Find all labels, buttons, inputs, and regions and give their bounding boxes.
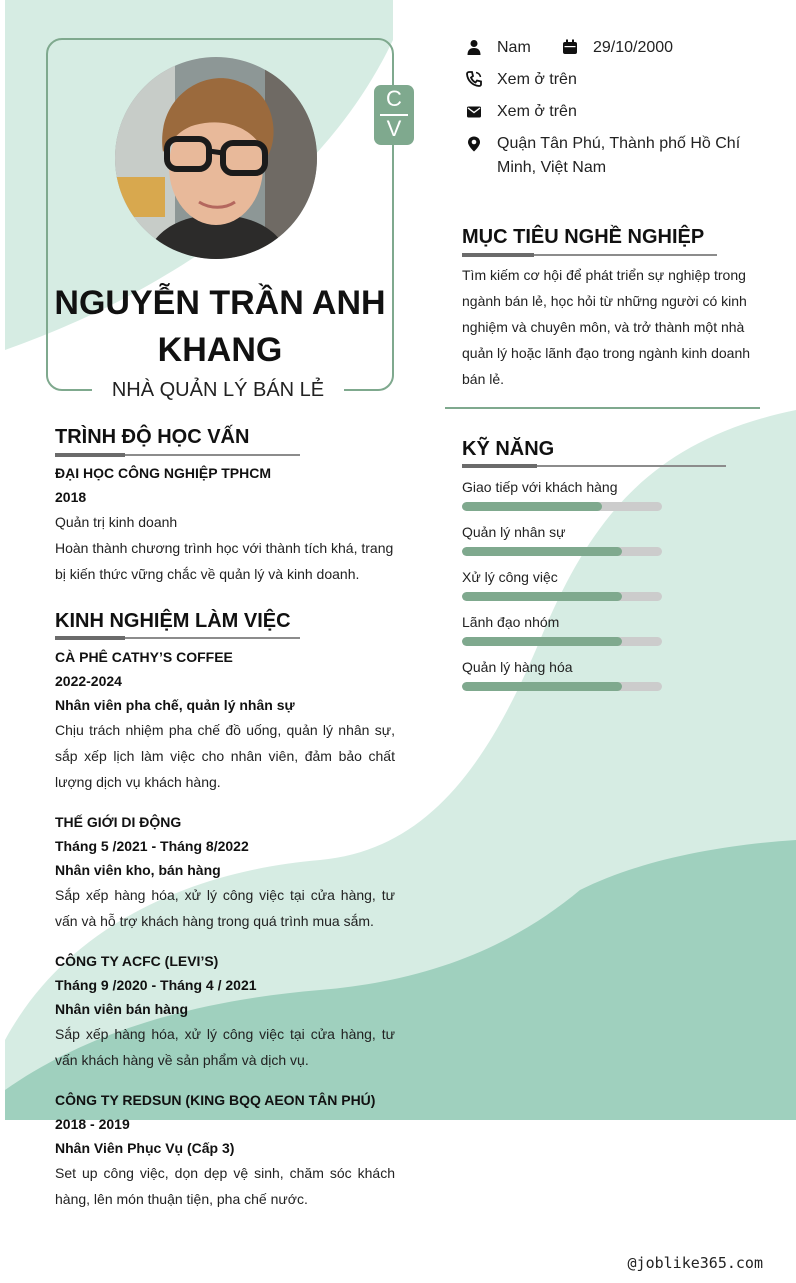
education-major: Quản trị kinh doanh	[55, 514, 178, 530]
job-description: Sắp xếp hàng hóa, xử lý công việc tại cửa hàng, tư vấn và hỗ trợ khách hàng trong quá trình mua sắm.	[55, 887, 395, 929]
job-entry	[55, 1088, 395, 1212]
job-period: 2022-2024	[55, 673, 122, 689]
skill-label: Lãnh đạo nhóm	[462, 614, 560, 630]
skills-underline-accent	[462, 464, 537, 468]
education-year: 2018	[55, 489, 87, 505]
skill-item	[462, 477, 662, 511]
skill-bar-fill	[462, 502, 602, 511]
job-period: Tháng 5 /2021 - Tháng 8/2022	[55, 838, 249, 854]
birthdate-value: 29/10/2000	[593, 39, 674, 56]
job-entry	[55, 645, 395, 795]
experience-underline-accent	[55, 636, 125, 640]
calendar-icon	[562, 39, 578, 55]
skill-item	[462, 612, 662, 646]
skill-bar-fill	[462, 637, 622, 646]
education-underline-accent	[55, 453, 125, 457]
education-school: ĐẠI HỌC CÔNG NGHIỆP TPHCM	[55, 465, 271, 481]
job-entry	[55, 810, 395, 934]
skill-bar-track	[462, 682, 662, 691]
skill-item	[462, 567, 662, 601]
job-description: Sắp xếp hàng hóa, xử lý công việc tại cửa hàng, tư vấn khách hàng về sản phẩm và dịch vụ.	[55, 1026, 395, 1068]
skill-label: Quản lý nhân sự	[462, 524, 566, 540]
job-role: Nhân Viên Phục Vụ (Cấp 3)	[55, 1140, 235, 1156]
skill-bar-track	[462, 502, 662, 511]
skill-bar-fill	[462, 682, 622, 691]
skill-bar-fill	[462, 547, 622, 556]
skill-label: Giao tiếp với khách hàng	[462, 479, 618, 495]
job-company: CÀ PHÊ CATHY’S COFFEE	[55, 649, 233, 665]
job-description: Chịu trách nhiệm pha chế đồ uống, quản lý nhân sự, sắp xếp lịch làm việc cho nhân viên, đảm bảo chất lượng dịch vụ khách hàng.	[55, 722, 395, 790]
skill-bar-track	[462, 637, 662, 646]
email-value: Xem ở trên	[497, 103, 577, 120]
experience-title: KINH NGHIỆM LÀM VIỆC	[55, 610, 291, 632]
job-period: Tháng 9 /2020 - Tháng 4 / 2021	[55, 977, 257, 993]
skill-bar-fill	[462, 592, 622, 601]
job-entry	[55, 949, 395, 1073]
job-role: Nhân viên pha chế, quản lý nhân sự	[55, 697, 295, 713]
skill-item	[462, 522, 662, 556]
phone-icon	[466, 71, 482, 87]
skill-bar-track	[462, 547, 662, 556]
person-icon	[466, 39, 482, 55]
job-description: Set up công việc, dọn dẹp vệ sinh, chăm sóc khách hàng, lên món thuận tiện, pha chế nước.	[55, 1165, 395, 1207]
job-period: 2018 - 2019	[55, 1116, 130, 1132]
job-company: CÔNG TY ACFC (LEVI’S)	[55, 953, 219, 969]
skill-item	[462, 657, 662, 691]
job-role: Nhân viên bán hàng	[55, 1001, 189, 1017]
avatar	[115, 57, 317, 259]
skill-label: Xử lý công việc	[462, 569, 558, 585]
email-icon	[466, 104, 482, 120]
cv-badge	[374, 85, 414, 145]
education-description: Hoàn thành chương trình học với thành tích khá, trang bị kiến thức vững chắc về quản lý và kinh doanh.	[55, 540, 394, 582]
gender-value: Nam	[497, 39, 531, 56]
education-title: TRÌNH ĐỘ HỌC VẤN	[55, 426, 250, 448]
job-role: Nhân viên kho, bán hàng	[55, 862, 221, 878]
phone-value: Xem ở trên	[497, 71, 577, 88]
skill-label: Quản lý hàng hóa	[462, 659, 573, 675]
skill-bar-track	[462, 592, 662, 601]
job-company: THẾ GIỚI DI ĐỘNG	[55, 814, 182, 830]
watermark: @joblike365.com	[627, 1254, 763, 1272]
objective-title: MỤC TIÊU NGHỀ NGHIỆP	[462, 226, 705, 248]
skills-title: KỸ NĂNG	[462, 438, 555, 460]
objective-text: Tìm kiếm cơ hội để phát triển sự nghiệp trong ngành bán lẻ, học hỏi từ những người có kinh nghiệm và chuyên môn, và trở thành một nhà quản lý hoặc lãnh đạo trong ngành kinh doanh bán lẻ.	[462, 267, 751, 387]
location-icon	[466, 136, 482, 152]
job-title: NHÀ QUẢN LÝ BÁN LẺ	[111, 379, 325, 401]
section-divider	[445, 407, 760, 409]
job-company: CÔNG TY REDSUN (KING BQQ AEON TÂN PHÚ)	[55, 1092, 376, 1108]
cv-badge-bottom: V	[386, 116, 402, 141]
objective-underline-accent	[462, 253, 534, 257]
address-value: Quận Tân Phú, Thành phố Hồ Chí Minh, Việt Nam	[497, 135, 741, 176]
cv-badge-top: C	[386, 86, 402, 111]
full-name: NGUYỄN TRẦN ANH KHANG	[54, 284, 386, 369]
education-entry	[55, 461, 395, 587]
